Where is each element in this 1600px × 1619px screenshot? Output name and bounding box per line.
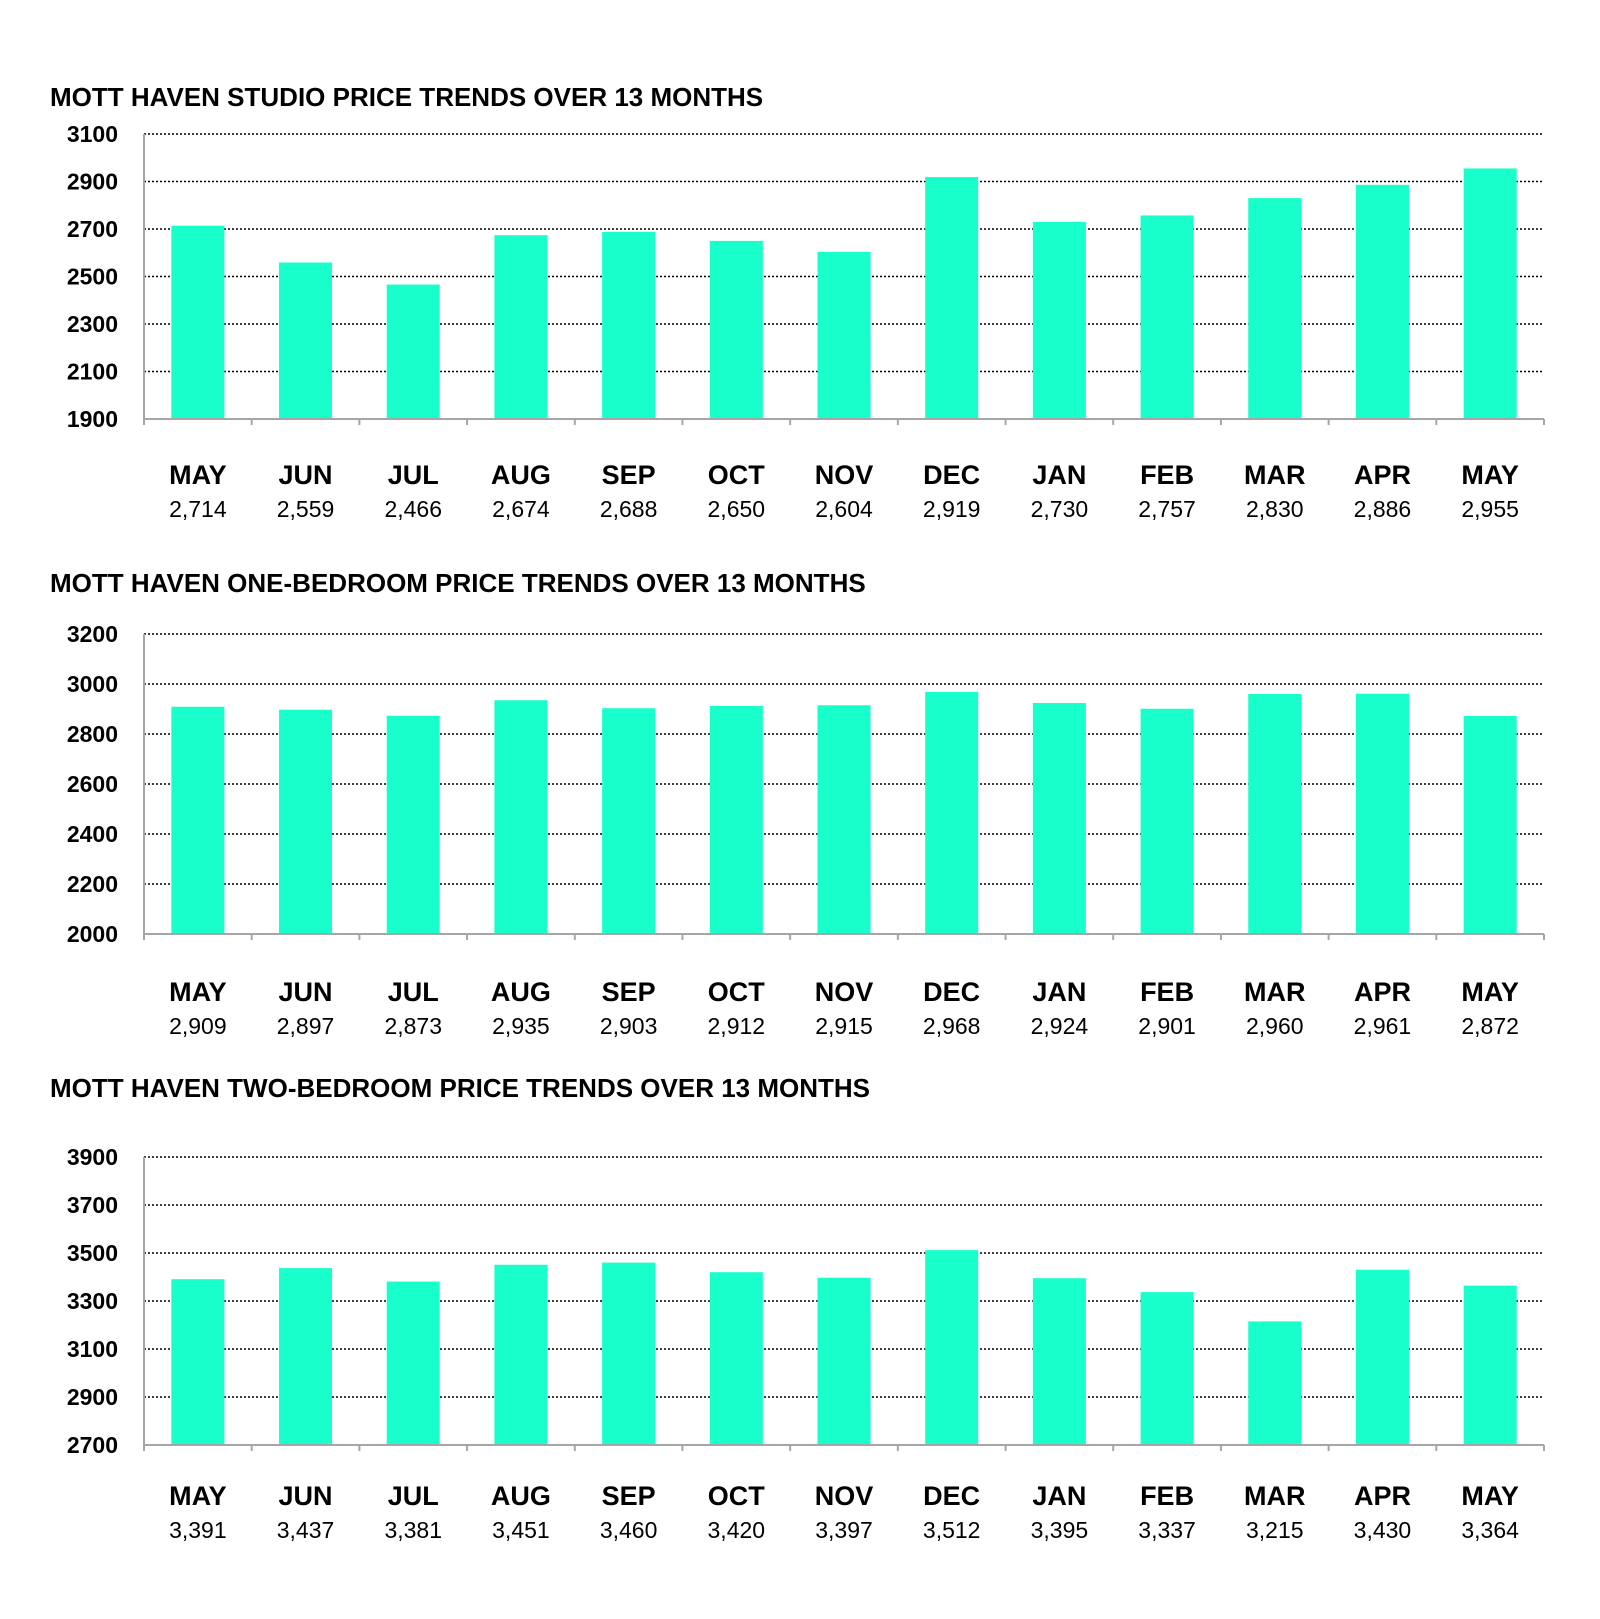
month-label: NOV xyxy=(814,460,874,490)
month-label: NOV xyxy=(814,1481,874,1511)
month-label: MAR xyxy=(1244,1481,1306,1511)
month-label: APR xyxy=(1353,1481,1411,1511)
value-label: 2,714 xyxy=(169,496,227,522)
value-label: 2,674 xyxy=(492,496,550,522)
y-tick-label: 2400 xyxy=(66,821,118,847)
value-label: 2,968 xyxy=(922,1013,981,1039)
value-label: 2,466 xyxy=(384,496,443,522)
y-tick-label: 3500 xyxy=(66,1240,118,1266)
y-tick-label: 3700 xyxy=(66,1192,118,1218)
month-label: OCT xyxy=(707,1481,765,1511)
month-label: AUG xyxy=(490,460,551,490)
bar xyxy=(387,1282,440,1445)
month-label: MAY xyxy=(1461,1481,1519,1511)
value-label: 2,872 xyxy=(1461,1013,1519,1039)
chart-title: MOTT HAVEN TWO-BEDROOM PRICE TRENDS OVER 13 MONTHS xyxy=(50,1073,870,1103)
month-label: DEC xyxy=(923,1481,981,1511)
value-label: 3,397 xyxy=(815,1517,873,1543)
value-label: 2,915 xyxy=(815,1013,873,1039)
value-label: 3,460 xyxy=(599,1517,658,1543)
month-label: JUL xyxy=(387,460,439,490)
month-label: MAR xyxy=(1244,977,1306,1007)
month-label: MAY xyxy=(1461,977,1519,1007)
bar xyxy=(602,1263,655,1445)
value-label: 2,955 xyxy=(1461,496,1519,522)
value-label: 2,897 xyxy=(276,1013,335,1039)
month-label: DEC xyxy=(923,460,981,490)
value-label: 3,512 xyxy=(922,1517,981,1543)
y-tick-label: 3900 xyxy=(66,1144,118,1170)
month-label: JUL xyxy=(387,1481,439,1511)
value-label: 2,873 xyxy=(384,1013,443,1039)
value-label: 2,909 xyxy=(169,1013,227,1039)
value-label: 3,437 xyxy=(276,1517,335,1543)
month-label: DEC xyxy=(923,977,981,1007)
month-label: MAY xyxy=(169,1481,227,1511)
bar xyxy=(1033,1278,1086,1445)
y-tick-label: 2700 xyxy=(66,216,118,242)
month-label: APR xyxy=(1353,977,1411,1007)
value-label: 2,901 xyxy=(1138,1013,1196,1039)
value-label: 3,451 xyxy=(492,1517,550,1543)
y-tick-label: 3300 xyxy=(66,1288,118,1314)
value-label: 2,919 xyxy=(922,496,981,522)
month-label: JAN xyxy=(1032,977,1087,1007)
month-label: NOV xyxy=(814,977,874,1007)
value-label: 3,391 xyxy=(169,1517,227,1543)
y-tick-label: 2900 xyxy=(66,1384,118,1410)
chart-title: MOTT HAVEN STUDIO PRICE TRENDS OVER 13 MONTHS xyxy=(50,82,764,112)
bar xyxy=(494,1265,547,1445)
month-label: FEB xyxy=(1140,1481,1195,1511)
month-label: SEP xyxy=(601,1481,656,1511)
value-label: 2,757 xyxy=(1138,496,1196,522)
y-tick-label: 3200 xyxy=(66,621,118,647)
month-label: JUN xyxy=(278,977,333,1007)
value-label: 2,650 xyxy=(707,496,766,522)
month-label: MAR xyxy=(1244,460,1306,490)
bar xyxy=(710,1272,763,1445)
y-tick-label: 3000 xyxy=(66,671,118,697)
month-label: OCT xyxy=(707,460,765,490)
y-tick-label: 2800 xyxy=(66,721,118,747)
bar xyxy=(1141,1292,1194,1445)
value-label: 2,960 xyxy=(1245,1013,1304,1039)
value-label: 3,395 xyxy=(1030,1517,1089,1543)
month-label: JAN xyxy=(1032,1481,1087,1511)
value-label: 3,364 xyxy=(1461,1517,1519,1543)
value-label: 2,886 xyxy=(1353,496,1412,522)
month-label: SEP xyxy=(601,977,656,1007)
value-label: 3,215 xyxy=(1245,1517,1304,1543)
y-tick-label: 2000 xyxy=(66,921,118,947)
month-label: JUN xyxy=(278,460,333,490)
value-label: 2,730 xyxy=(1030,496,1089,522)
value-label: 2,559 xyxy=(276,496,335,522)
bar xyxy=(818,1278,871,1445)
value-label: 2,903 xyxy=(599,1013,658,1039)
value-label: 2,830 xyxy=(1245,496,1304,522)
y-tick-label: 1900 xyxy=(66,406,118,432)
chart-title: MOTT HAVEN ONE-BEDROOM PRICE TRENDS OVER 13 MONTHS xyxy=(50,568,866,598)
y-tick-label: 2600 xyxy=(66,771,118,797)
y-tick-label: 3100 xyxy=(66,1336,118,1362)
value-label: 3,381 xyxy=(384,1517,443,1543)
value-label: 2,961 xyxy=(1353,1013,1412,1039)
month-label: MAY xyxy=(169,977,227,1007)
month-label: FEB xyxy=(1140,460,1195,490)
month-label: APR xyxy=(1353,460,1411,490)
value-label: 2,924 xyxy=(1030,1013,1089,1039)
value-label: 3,420 xyxy=(707,1517,766,1543)
y-tick-label: 2500 xyxy=(66,263,118,290)
month-label: JAN xyxy=(1032,460,1087,490)
bar xyxy=(279,1268,332,1445)
bar xyxy=(1464,1286,1517,1445)
y-tick-label: 2300 xyxy=(66,311,118,337)
y-tick-label: 2900 xyxy=(66,168,118,195)
month-label: FEB xyxy=(1140,977,1195,1007)
month-label: AUG xyxy=(490,1481,551,1511)
month-label: SEP xyxy=(601,460,656,490)
bar xyxy=(1356,1270,1409,1445)
value-label: 2,688 xyxy=(599,496,658,522)
y-tick-label: 2200 xyxy=(66,871,118,897)
bar xyxy=(925,1250,978,1445)
month-label: JUL xyxy=(387,977,439,1007)
month-label: MAY xyxy=(1461,460,1519,490)
value-label: 3,337 xyxy=(1138,1517,1196,1543)
y-tick-label: 2700 xyxy=(66,1432,118,1458)
bar xyxy=(171,1279,224,1445)
y-tick-label: 2100 xyxy=(66,358,118,385)
value-label: 2,604 xyxy=(815,496,873,522)
bar xyxy=(1248,1321,1301,1445)
month-label: AUG xyxy=(490,977,551,1007)
value-label: 2,935 xyxy=(492,1013,550,1039)
value-label: 2,912 xyxy=(707,1013,766,1039)
month-label: MAY xyxy=(169,460,227,490)
y-tick-label: 3100 xyxy=(66,121,118,147)
month-label: OCT xyxy=(707,977,765,1007)
value-label: 3,430 xyxy=(1353,1517,1412,1543)
month-label: JUN xyxy=(278,1481,333,1511)
